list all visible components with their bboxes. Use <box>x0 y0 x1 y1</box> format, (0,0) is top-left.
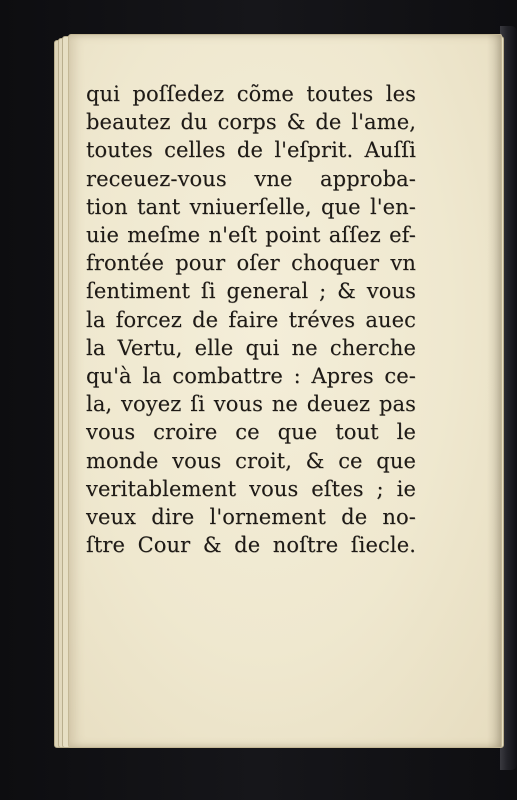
text-line: frontée pour oſer choquer vn <box>86 251 416 276</box>
text-line: veux dire l'ornement de no- <box>86 505 416 530</box>
text-line: qu'à la combattre : Apres ce- <box>86 364 416 389</box>
text-line: ſentiment ſi general ; & vous <box>86 279 416 304</box>
gutter-shadow <box>487 35 501 747</box>
text-line: uie meſme n'eſt point aſſez ef- <box>86 223 416 248</box>
text-line: la, voyez ſi vous ne deuez pas <box>86 392 416 417</box>
text-line: vous croire ce que tout le <box>86 420 416 445</box>
text-line: ſtre Cour & de noſtre ſiecle. <box>86 533 416 558</box>
text-line: tion tant vniuerſelle, que l'en- <box>86 194 416 219</box>
text-line: la Vertu, elle qui ne cherche <box>86 335 416 360</box>
page-text <box>86 80 416 559</box>
text-line: beautez du corps & de l'ame, <box>86 110 416 135</box>
text-line: qui poſſedez cõme toutes les <box>86 82 416 106</box>
text-line: toutes celles de l'eſprit. Auſſi <box>86 138 416 163</box>
text-line: la forcez de faire tréves auec <box>86 307 416 332</box>
text-line: receuez-vous vne approba- <box>86 166 416 191</box>
text-line: veritablement vous eſtes ; ie <box>86 476 416 501</box>
text-line: monde vous croit, & ce que <box>86 448 416 473</box>
